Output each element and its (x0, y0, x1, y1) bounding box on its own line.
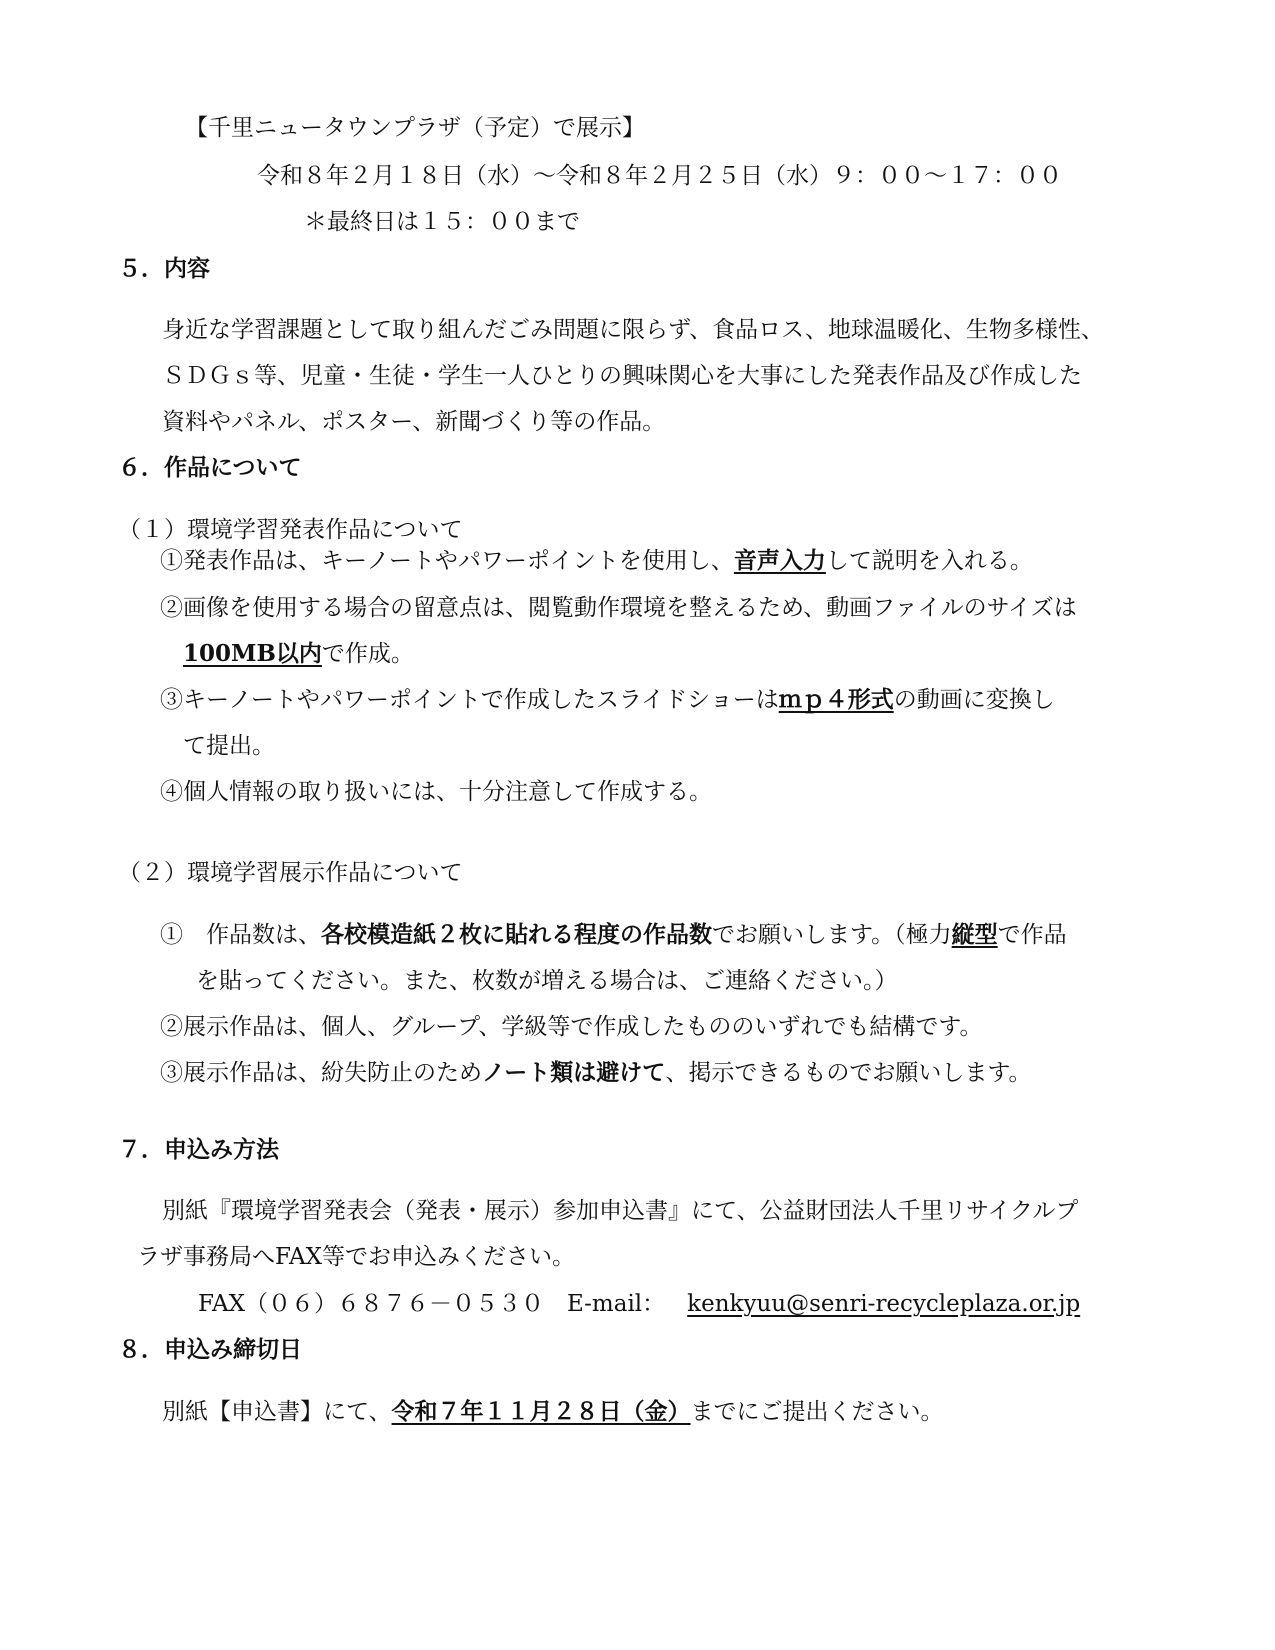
section-5-line: 身近な学習課題として取り組んだごみ問題に限らず、食品ロス、地球温暖化、生物多様性、 (162, 317, 1104, 343)
sub2-item-1: ① 作品数は、各校模造紙２枚に貼れる程度の作品数でお願いします。（極力縦型で作品 (160, 921, 1067, 948)
sub2-item-3: ③展示作品は、紛失防止のためノート類は避けて、掲示できるものでお願いします。 (160, 1059, 1032, 1086)
contact-line (198, 1289, 1080, 1319)
sub1-item-2: ②画像を使用する場合の留意点は、閲覧動作環境を整えるため、動画ファイルのサイズは (160, 595, 1077, 621)
sub1-item-2-cont: 100MB以内で作成。 (183, 640, 414, 667)
emphasis-mp4: ｍｐ４形式 (778, 686, 894, 713)
sub2-item-2: ②展示作品は、個人、グループ、学級等で作成したもののいずれでも結構です。 (160, 1014, 983, 1040)
deadline-line: 別紙【申込書】にて、令和７年１１月２８日（金）までにご提出ください。 (162, 1398, 944, 1425)
exhibit-heading: 【千里ニュータウンプラザ（予定）で展示】 (185, 115, 645, 141)
section-8-title: ８．申込み締切日 (118, 1337, 302, 1363)
emphasis-no-notebooks: ノート類は避けて (482, 1059, 666, 1086)
email-link[interactable]: kenkyuu@senri-recycleplaza.or.jp (687, 1291, 1081, 1317)
section-5-line: 資料やパネル、ポスター、新聞づくり等の作品。 (162, 409, 666, 435)
fax-number: FAX（０６）６８７６－０５３０ E-mail： (198, 1291, 666, 1317)
sub1-item-1: ①発表作品は、キーノートやパワーポイントを使用し、音声入力して説明を入れる。 (160, 547, 1033, 574)
exhibit-note: ＊最終日は１５：００まで (304, 209, 580, 235)
subsection-2-title: （２）環境学習展示作品について (118, 860, 463, 886)
emphasis-sheet-count: 各校模造紙２枚に貼れる程度の作品数 (321, 921, 712, 948)
emphasis-voice-input: 音声入力 (733, 547, 826, 574)
deadline-date: 令和７年１１月２８日（金） (391, 1398, 691, 1425)
section-7-title: ７．申込み方法 (118, 1137, 279, 1163)
subsection-1-title: （１）環境学習発表作品について (118, 517, 463, 543)
section-7-line: ラザ事務局へFAX等でお申込みください。 (137, 1244, 575, 1270)
exhibit-period: 令和８年２月１８日（水）～令和８年２月２５日（水）９：００～１７：００ (257, 163, 1062, 189)
sub1-item-4: ④個人情報の取り扱いには、十分注意して作成する。 (160, 779, 712, 805)
section-5-title: ５．内容 (118, 256, 210, 282)
sub1-item-3-cont: て提出。 (183, 733, 275, 759)
emphasis-size-limit: 100MB以内 (183, 640, 322, 667)
emphasis-portrait: 縦型 (951, 921, 998, 948)
section-6-title: ６．作品について (118, 455, 302, 481)
sub1-item-3: ③キーノートやパワーポイントで作成したスライドショーはｍｐ４形式の動画に変換し (160, 686, 1055, 713)
section-7-line: 別紙『環境学習発表会（発表・展示）参加申込書』にて、公益財団法人千里リサイクルプ (162, 1198, 1079, 1224)
section-5-line: ＳＤＧｓ等、児童・生徒・学生一人ひとりの興味関心を大事にした発表作品及び作成した (162, 363, 1082, 389)
sub2-item-1-cont: を貼ってください。また、枚数が増える場合は、ご連絡ください。） (196, 968, 898, 994)
